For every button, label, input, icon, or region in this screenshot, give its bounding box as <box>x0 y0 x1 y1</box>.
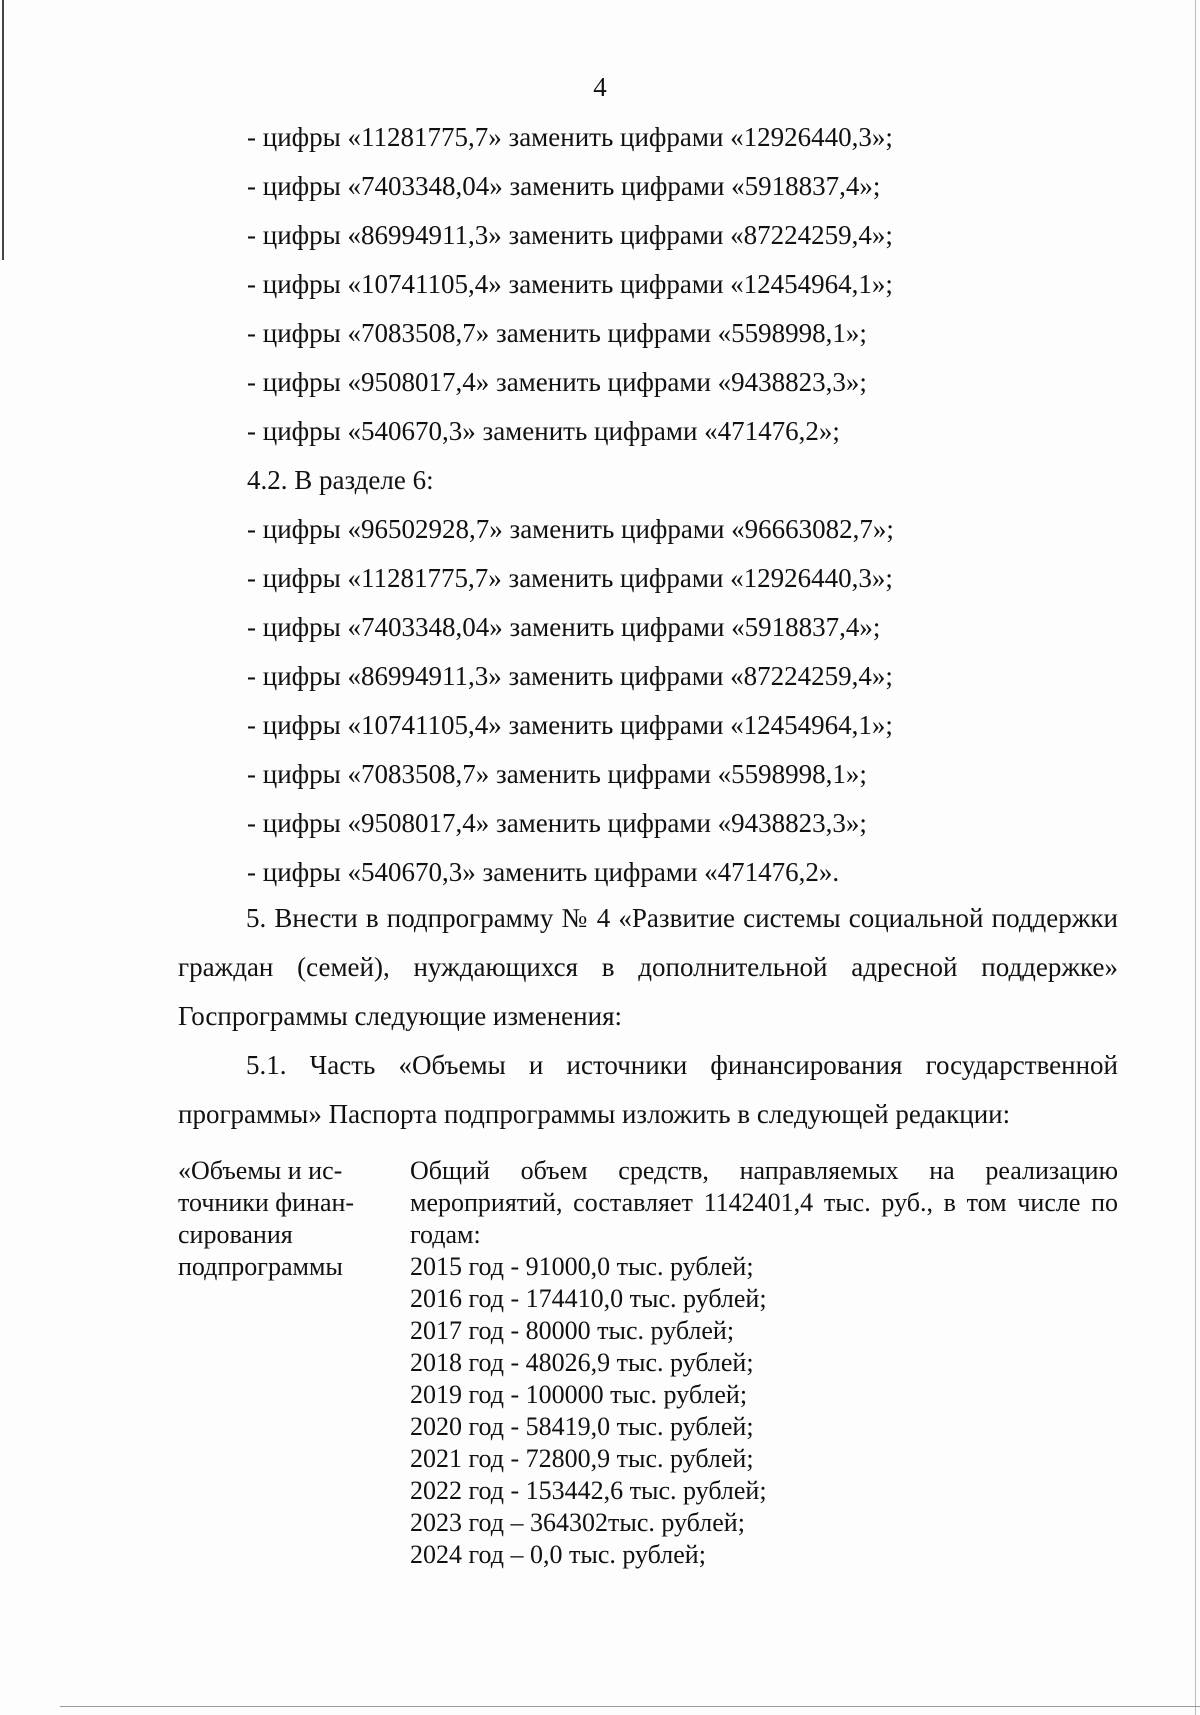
financing-intro: Общий объем средств, направляемых на реализацию мероприятий, составляет 1142401,4 тыс. руб., в том числе по годам: <box>410 1156 1118 1249</box>
year-row: 2018 год - 48026,9 тыс. рублей; <box>410 1348 754 1377</box>
scan-edge-bottom <box>60 1706 1200 1707</box>
list-item: - цифры «96502928,7» заменить цифрами «96663082,7»; <box>247 514 894 544</box>
financing-table <box>178 1155 1118 1571</box>
list-item: - цифры «540670,3» заменить цифрами «471476,2». <box>247 857 840 887</box>
amendments-list <box>247 113 1107 897</box>
table-value-cell <box>410 1155 1118 1571</box>
year-row: 2019 год - 100000 тыс. рублей; <box>410 1380 748 1409</box>
year-row: 2023 год – 364302тыс. рублей; <box>410 1508 745 1537</box>
list-item: - цифры «9508017,4» заменить цифрами «9438823,3»; <box>247 367 867 397</box>
list-item: - цифры «7403348,04» заменить цифрами «5918837,4»; <box>247 612 881 642</box>
section-heading: 4.2. В разделе 6: <box>247 465 434 495</box>
paragraph-5: 5. Внести в подпрограмму № 4 «Развитие системы социальной поддержки граждан (семей), нуждающихся в дополнительной адресной поддержке» Госпрограммы следующие изменения: <box>178 903 1118 1031</box>
list-item: - цифры «9508017,4» заменить цифрами «9438823,3»; <box>247 808 867 838</box>
year-row: 2022 год - 153442,6 тыс. рублей; <box>410 1476 767 1505</box>
paragraph-5-1: 5.1. Часть «Объемы и источники финансирования государственной программы» Паспорта подпрограммы изложить в следующей редакции: <box>178 1050 1118 1129</box>
list-item: - цифры «10741105,4» заменить цифрами «12454964,1»; <box>247 710 893 740</box>
year-row: 2021 год - 72800,9 тыс. рублей; <box>410 1444 754 1473</box>
year-row: 2020 год - 58419,0 тыс. рублей; <box>410 1412 754 1441</box>
list-item: - цифры «540670,3» заменить цифрами «471476,2»; <box>247 416 840 446</box>
table-label-line: сирования <box>178 1220 293 1249</box>
list-item: - цифры «7403348,04» заменить цифрами «5918837,4»; <box>247 171 881 201</box>
list-item: - цифры «11281775,7» заменить цифрами «12926440,3»; <box>247 563 893 593</box>
list-item: - цифры «86994911,3» заменить цифрами «87224259,4»; <box>247 661 893 691</box>
year-row: 2024 год – 0,0 тыс. рублей; <box>410 1540 706 1569</box>
table-label-line: подпрограммы <box>178 1252 343 1281</box>
table-label-line: «Объемы и ис- <box>178 1156 343 1185</box>
list-item: - цифры «11281775,7» заменить цифрами «12926440,3»; <box>247 122 893 152</box>
list-item: - цифры «7083508,7» заменить цифрами «5598998,1»; <box>247 759 867 789</box>
year-row: 2017 год - 80000 тыс. рублей; <box>410 1316 735 1345</box>
year-row: 2016 год - 174410,0 тыс. рублей; <box>410 1284 767 1313</box>
table-label-cell <box>178 1155 410 1571</box>
scan-edge-right <box>1195 0 1196 1715</box>
list-item: - цифры «86994911,3» заменить цифрами «87224259,4»; <box>247 220 893 250</box>
year-row: 2015 год - 91000,0 тыс. рублей; <box>410 1252 754 1281</box>
page-number: 4 <box>593 72 607 102</box>
list-item: - цифры «10741105,4» заменить цифрами «12454964,1»; <box>247 269 893 299</box>
scan-edge-left <box>2 0 4 260</box>
table-label-line: точники финан- <box>178 1188 355 1217</box>
list-item: - цифры «7083508,7» заменить цифрами «5598998,1»; <box>247 318 867 348</box>
